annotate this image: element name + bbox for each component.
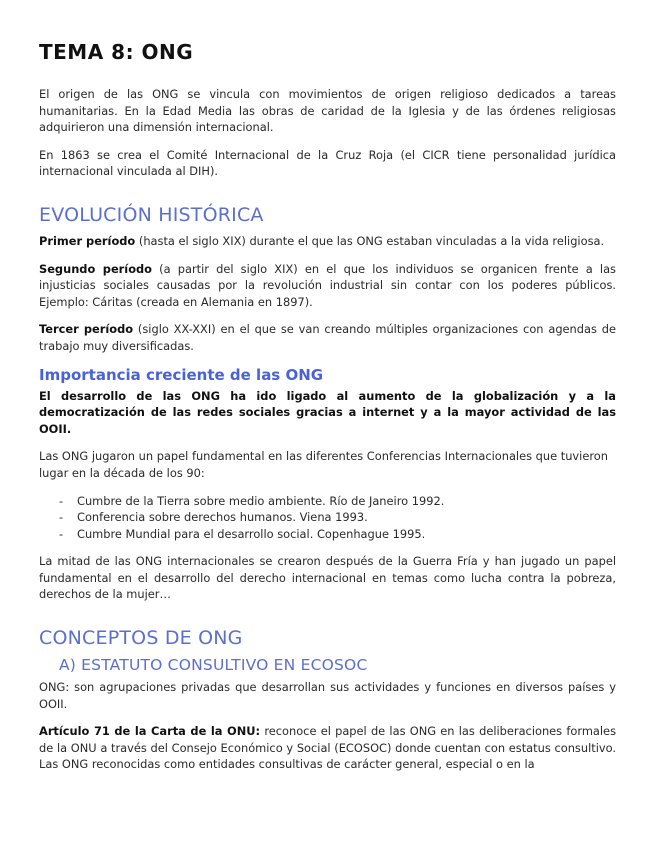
subsection-heading-ecosoc: A) ESTATUTO CONSULTIVO EN ECOSOC xyxy=(59,656,368,675)
period-text: (hasta el siglo XIX) durante el que las ONG estaban vinculadas a la vida religiosa. xyxy=(135,233,605,248)
paragraph: Las ONG jugaron un papel fundamental en las diferentes Conferencias Internacionales que tuvieron lugar en la década de los 90: xyxy=(39,449,608,480)
period-label: Segundo período xyxy=(39,261,152,276)
list-item-text: Cumbre Mundial para el desarrollo social. Copenhague 1995. xyxy=(77,526,426,541)
article-paragraph xyxy=(39,723,616,773)
list-item-text: Cumbre de la Tierra sobre medio ambiente. Río de Janeiro 1992. xyxy=(77,493,445,508)
article-label: Artículo 71 de la Carta de la ONU: xyxy=(39,724,261,739)
subsection-heading-importancia: Importancia creciente de las ONG xyxy=(39,365,324,384)
bold-paragraph-text: El desarrollo de las ONG ha ido ligado al aumento de la globalización y a la democratización de las redes sociales gracias a internet y a la mayor actividad de las OOII. xyxy=(39,388,616,436)
list-item xyxy=(59,509,616,526)
list-item xyxy=(59,493,616,510)
section-heading-evolucion: EVOLUCIÓN HISTÓRICA xyxy=(39,203,264,226)
list-marker: - xyxy=(59,510,64,525)
period-label: Primer período xyxy=(39,233,136,248)
bold-paragraph xyxy=(39,388,616,438)
intro-paragraph: En 1863 se crea el Comité Internacional de la Cruz Roja (el CICR tiene personalidad jurídica internacional vinculada al DIH). xyxy=(39,147,616,179)
conference-list xyxy=(39,493,616,543)
page-title: TEMA 8: ONG xyxy=(39,40,194,64)
period-text: (siglo XX-XXI) en el que se van creando múltiples organizaciones con agendas de trabajo muy diversificadas. xyxy=(39,322,617,353)
paragraph: ONG: son agrupaciones privadas que desarrollan sus actividades y funciones en diversos países y OOII. xyxy=(39,680,616,711)
period-label: Tercer período xyxy=(39,322,134,337)
list-item-text: Conferencia sobre derechos humanos. Viena 1993. xyxy=(77,510,368,525)
period-text: (a partir del siglo XIX) en el que los individuos se organicen frente a las injusticias sociales causadas por la revolución industrial sin contar con los poderes públicos. Ejemplo: Cáritas (creada en Alemania en 1897). xyxy=(39,261,616,309)
list-marker: - xyxy=(59,526,64,541)
period-paragraph xyxy=(39,321,616,354)
list-item xyxy=(59,526,616,543)
paragraph: La mitad de las ONG internacionales se crearon después de la Guerra Fría y han jugado un papel fundamental en el desarrollo del derecho internacional en temas como lucha contra la pobreza, derechos de la mujer… xyxy=(39,554,616,602)
period-paragraph xyxy=(39,261,616,311)
section-heading-conceptos: CONCEPTOS DE ONG xyxy=(39,627,243,650)
list-marker: - xyxy=(59,493,64,508)
period-paragraph xyxy=(39,233,616,250)
article-text: reconoce el papel de las ONG en las deliberaciones formales de la ONU a través del Consejo Económico y Social (ECOSOC) donde cuentan con estatus consultivo. Las ONG reconocidas como entidades consultivas de carácter general, especial o en la xyxy=(39,724,616,772)
intro-paragraph: El origen de las ONG se vincula con movimientos de origen religioso dedicados a tareas humanitarias. En la Edad Media las obras de caridad de la Iglesia y de las órdenes religiosas adquirieron una dimensión internacional. xyxy=(39,87,616,135)
